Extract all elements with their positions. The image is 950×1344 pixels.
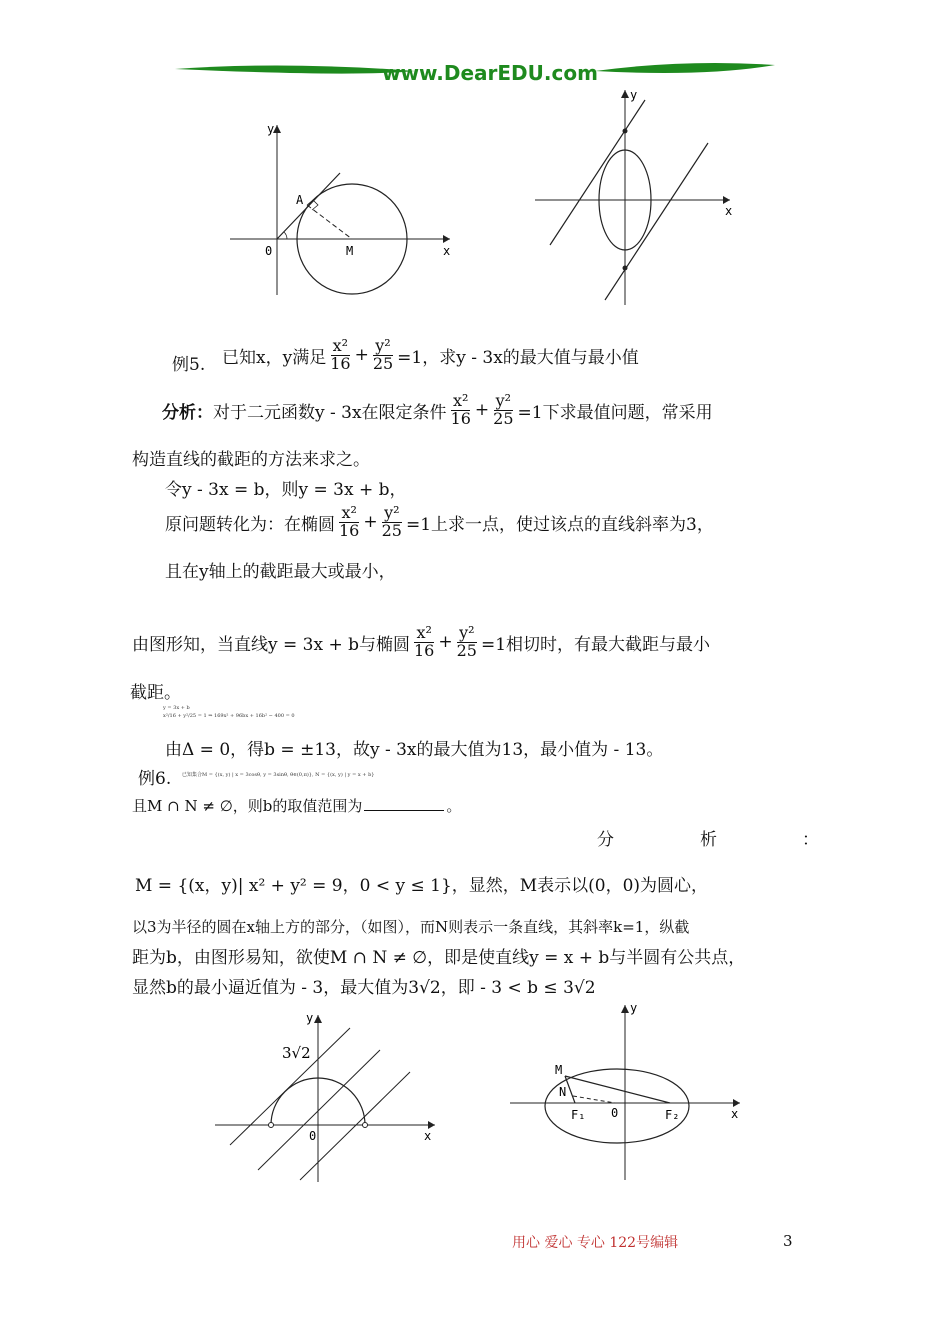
analysis6-heading-2: 析 [700,830,717,850]
point-a-label: A [296,193,304,207]
origin-label: 0 [309,1129,317,1143]
example5-label: 例5. [172,355,206,375]
y-axis-label: y [630,1001,638,1015]
example5-question: 已知x，y满足 $\frac{\text{x²}}{16}$ + $\frac{\text{y²}}{25}$ =1，求y - 3x的最大值与最小值 [222,336,639,373]
answer-blank[interactable] [364,810,444,811]
analysis5-line7: 截距。 [130,683,181,703]
y-axis-label: y [267,122,275,136]
y-axis-label: y [630,88,638,102]
origin-label: 0 [611,1106,619,1120]
analysis6-heading-3: ： [802,830,819,850]
page-number: 3 [783,1232,793,1250]
analysis5-line2: 构造直线的截距的方法来求之。 [132,450,370,470]
analysis5-line3: 令y - 3x = b，则y = 3x + b， [165,480,407,500]
figure-ellipse-lines [530,85,745,310]
origin-label: 0 [265,244,273,258]
x-axis-label: x [424,1129,432,1143]
analysis6-line1: M = {(x，y)| x² + y² = 9，0 < y ≤ 1}，显然，M表示以(0，0)为圆心， [135,876,709,896]
left-swoosh [175,65,415,73]
footer-slogan: 用心 爱心 专心 122号编辑 [512,1235,679,1251]
analysis6-line4: 显然b的最小逼近值为 - 3，最大值为3√2，即 - 3 < b ≤ 3√2 [132,978,596,998]
point-m-label: M [346,244,354,258]
analysis5-line8: 由Δ = 0，得b = ±13，故y - 3x的最大值为13，最小值为 - 13。 [165,740,664,760]
point-m-label: M [555,1063,563,1077]
analysis5-line1: 分析： 对于二元函数y - 3x在限定条件 $\frac{\text{x²}}{16}$ + $\frac{\text{y²}}{25}$ =1下求最值问题，常采用 [162,391,713,428]
header-banner [165,55,785,89]
focus-f2-label: F₂ [665,1108,680,1122]
analysis5-line4: 原问题转化为：在椭圆 $\frac{\text{x²}}{16}$ + $\frac{\text{y²}}{25}$ =1上求一点，使过该点的直线斜率为3， [165,503,714,540]
analysis6-line3: 距为b，由图形易知，欲使M ∩ N ≠ ∅，即是使直线y = x + b与半圆有公共点， [132,948,746,968]
x-axis-label: x [725,204,733,218]
analysis5-label: 分析： [162,402,213,423]
x-axis-label: x [731,1107,739,1121]
example6-line1: 且M ∩ N ≠ ∅，则b的取值范围为 。 [132,797,462,815]
figure-semicircle-lines [210,1010,440,1190]
intercept-label: 3√2 [282,1044,311,1062]
focus-f1-label: F₁ [571,1108,586,1122]
site-title[interactable]: www.DearEDU.com [382,61,598,85]
system-equation-line1: y = 3x + b [163,705,190,711]
system-equation-line2: x²/16 + y²/25 = 1 ⇒ 169x² + 96bx + 16b² − 400 = 0 [163,713,295,719]
figure-circle-tangent [225,115,460,300]
y-axis-label: y [306,1011,314,1025]
analysis5-line6: 由图形知，当直线y = 3x + b与椭圆 $\frac{\text{x²}}{16}$ + $\frac{\text{y²}}{25}$ =1相切时，有最大截距与最小 [132,623,711,660]
x-axis-label: x [443,244,451,258]
figure-ellipse-foci [505,1000,750,1185]
point-n-label: N [559,1085,567,1099]
analysis6-heading-1: 分 [597,830,614,850]
right-swoosh [595,63,775,73]
analysis5-line5: 且在y轴上的截距最大或最小， [165,562,396,582]
example6-set-definition: 已知集合M = {(x, y) | x = 3cosθ, y = 3sinθ, θ∈(0,π)}, N = {(x, y) | y = x + b} [182,772,375,778]
analysis6-line2: 以3为半径的圆在x轴上方的部分，（如图），而N则表示一条直线，其斜率k=1，纵截 [132,918,690,936]
example6-label: 例6. [138,769,172,789]
